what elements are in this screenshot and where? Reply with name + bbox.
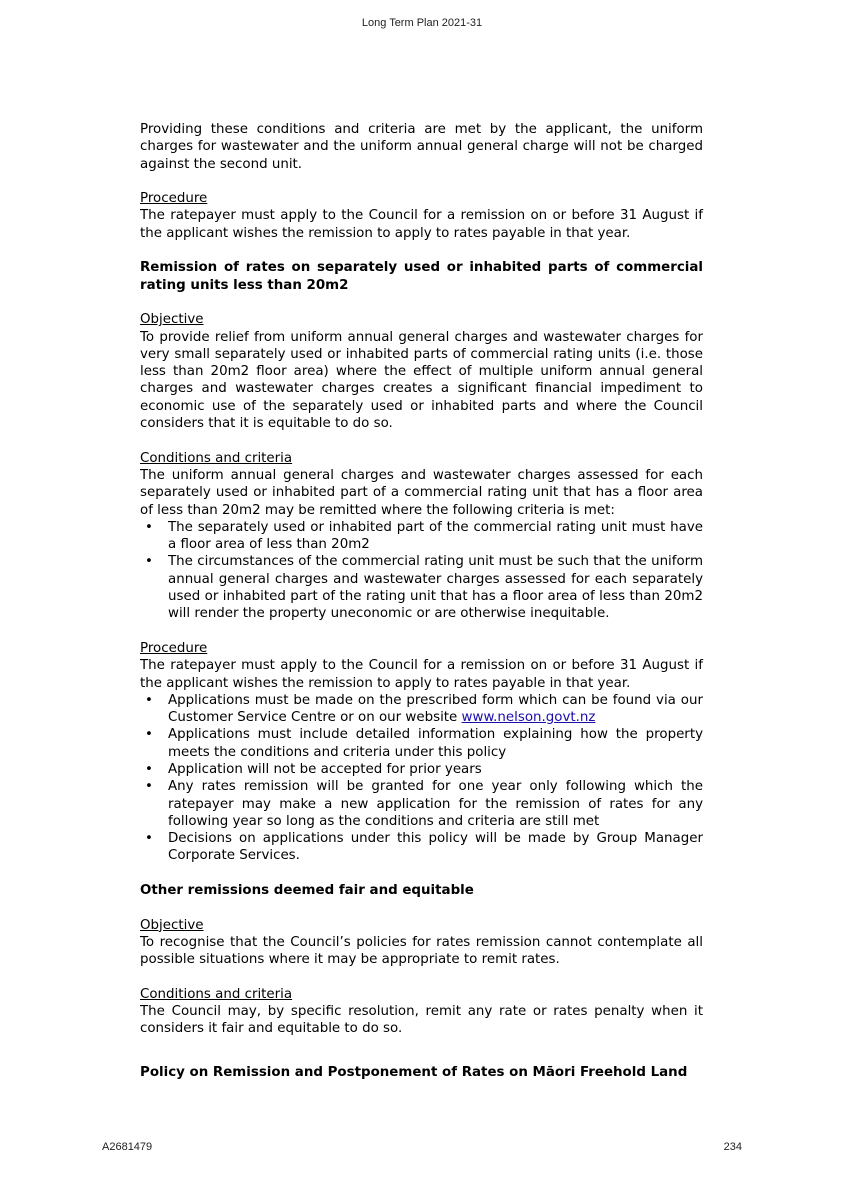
procedure-list (140, 692, 703, 865)
bullet-icon: • (145, 692, 153, 708)
list-item: • Applications must include detailed information explaining how the property meets the conditions and criteria under this policy (145, 727, 703, 760)
section-heading-maori: Policy on Remission and Postponement of Rates on Māori Freehold Land (140, 1064, 688, 1080)
list-item: • The circumstances of the commercial rating unit must be such that the uniform annual general charges and wastewater charges assessed for each separately used or inhabited part of the rating unit that has a floor area of less than 20m2 will render the property uneconomic or are otherwise inequitable. (145, 554, 703, 622)
objective-paragraph: To provide relief from uniform annual general charges and wastewater charges for very small separately used or inhabited parts of commercial rating units (i.e. those less than 20m2 floor area) where the effect of multiple uniform annual general charges and wastewater charges creates a significant financial impediment to economic use of the separately used or inhabited parts and where the Council considers that it is equitable to do so. (140, 329, 703, 432)
bullet-icon: • (145, 727, 153, 743)
section-heading-other: Other remissions deemed fair and equitable (140, 883, 474, 899)
objective-heading: Objective (140, 312, 204, 328)
website-link[interactable]: www.nelson.govt.nz (461, 710, 596, 726)
procedure-paragraph: The ratepayer must apply to the Council for a remission on or before 31 August if the applicant wishes the remission to apply to rates payable in that year. (140, 658, 703, 691)
page-number: 234 (723, 1141, 742, 1153)
procedure-heading: Procedure (140, 191, 208, 207)
section-heading-small-parts: Remission of rates on separately used or inhabited parts of commercial rating units less than 20m2 (140, 260, 703, 293)
conditions-paragraph: The uniform annual general charges and wastewater charges assessed for each separately used or inhabited part of a commercial rating unit that has a floor area of less than 20m2 may be remitted where the following criteria is met: (140, 467, 703, 518)
list-item: • Decisions on applications under this policy will be made by Group Manager Corporate Services. (145, 831, 703, 864)
conditions-paragraph: The Council may, by specific resolution, remit any rate or rates penalty when it considers it fair and equitable to do so. (140, 1004, 703, 1037)
bullet-icon: • (145, 519, 153, 535)
intro-paragraph: Providing these conditions and criteria are met by the applicant, the uniform charges for wastewater and the uniform annual general charge will not be charged against the second unit. (140, 122, 703, 172)
list-item: • Any rates remission will be granted for one year only following which the ratepayer may make a new application for the remission of rates for any following year so long as the conditions and criteria are still met (145, 779, 703, 829)
conditions-heading: Conditions and criteria (140, 450, 293, 466)
document-body (140, 121, 703, 1081)
conditions-list (140, 519, 703, 623)
procedure-paragraph: The ratepayer must apply to the Council for a remission on or before 31 August if the applicant wishes the remission to apply to rates payable in that year. (140, 208, 703, 241)
bullet-icon: • (145, 831, 153, 847)
bullet-icon: • (145, 779, 153, 795)
list-item: • Application will not be accepted for prior years (145, 761, 482, 777)
bullet-icon: • (145, 554, 153, 570)
objective-paragraph: To recognise that the Council’s policies for rates remission cannot contemplate all possible situations where it may be appropriate to remit rates. (140, 934, 703, 968)
conditions-heading: Conditions and criteria (140, 986, 293, 1002)
bullet-icon: • (145, 761, 153, 777)
list-item: • The separately used or inhabited part of the commercial rating unit must have a floor area of less than 20m2 (145, 519, 703, 553)
document-id: A2681479 (102, 1141, 153, 1153)
list-item: • Applications must be made on the prescribed form which can be found via our Customer Service Centre or on our website www.nelson.govt.nz (145, 692, 703, 726)
page-header: Long Term Plan 2021-31 (361, 17, 483, 29)
objective-heading: Objective (140, 917, 204, 933)
procedure-heading: Procedure (140, 640, 208, 656)
